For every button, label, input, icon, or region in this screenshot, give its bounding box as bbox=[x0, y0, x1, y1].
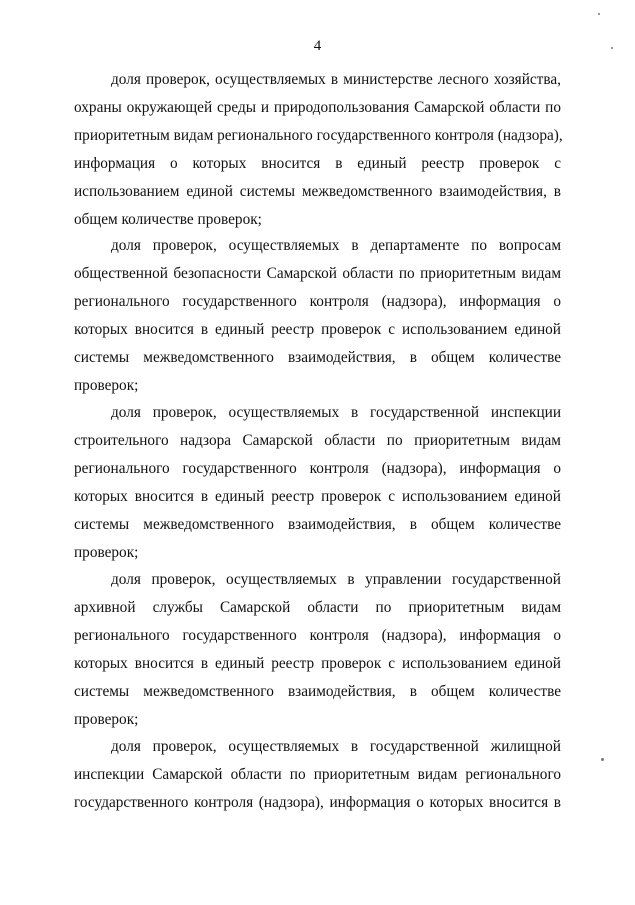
paragraph-line: доля проверок, осуществляемых в департаменте по вопросам bbox=[111, 237, 561, 254]
paragraph-line: доля проверок, осуществляемых в министерстве лесного хозяйства, bbox=[111, 71, 561, 88]
paragraph-line: доля проверок, осуществляемых в государственной инспекции bbox=[111, 404, 561, 421]
paragraph-line: которых вносится в единый реестр проверок с использованием единой bbox=[74, 654, 561, 672]
paragraph-line: которых вносится в единый реестр проверок с использованием единой bbox=[74, 487, 561, 505]
paragraph-line: инспекции Самарской области по приоритетным видам регионального bbox=[74, 765, 561, 783]
paragraph-line: регионального государственного контроля (надзора), информация о bbox=[74, 459, 561, 477]
paragraph-line: проверок; bbox=[74, 376, 139, 394]
paragraph-line: проверок; bbox=[74, 543, 139, 561]
paragraph-line: доля проверок, осуществляемых в государственной жилищной bbox=[111, 738, 561, 755]
paragraph-line: архивной службы Самарской области по приоритетным видам bbox=[74, 598, 561, 616]
page-number: 4 bbox=[313, 38, 322, 54]
paragraph-line: системы межведомственного взаимодействия, в общем количестве bbox=[74, 348, 561, 366]
paragraph-line: государственного контроля (надзора), информация о которых вносится в bbox=[74, 793, 561, 811]
paragraph-construction-inspection bbox=[74, 399, 561, 566]
paragraph-line: регионального государственного контроля (надзора), информация о bbox=[74, 292, 561, 310]
paragraph-line: общем количестве проверок; bbox=[74, 210, 262, 228]
paragraph-public-safety-department bbox=[74, 232, 561, 399]
paragraph-line: доля проверок, осуществляемых в управлении государственной bbox=[111, 571, 561, 588]
paragraph-line: приоритетным видам регионального государственного контроля (надзора), bbox=[74, 126, 563, 144]
paragraph-line: системы межведомственного взаимодействия, в общем количестве bbox=[74, 682, 561, 700]
paragraph-line: системы межведомственного взаимодействия, в общем количестве bbox=[74, 515, 561, 533]
scan-speck bbox=[611, 47, 613, 49]
paragraph-line: строительного надзора Самарской области по приоритетным видам bbox=[74, 431, 561, 449]
paragraph-line: охраны окружающей среды и природопользования Самарской области по bbox=[74, 98, 561, 116]
scan-speck bbox=[601, 758, 604, 761]
paragraph-line: использованием единой системы межведомственного взаимодействия, в bbox=[74, 182, 561, 200]
paragraph-line: регионального государственного контроля (надзора), информация о bbox=[74, 626, 561, 644]
paragraph-forestry-ministry bbox=[74, 66, 561, 233]
paragraph-line: информация о которых вносится в единый реестр проверок с bbox=[74, 154, 561, 172]
paragraph-line: которых вносится в единый реестр проверок с использованием единой bbox=[74, 320, 561, 338]
paragraph-line: общественной безопасности Самарской области по приоритетным видам bbox=[74, 264, 561, 282]
paragraph-archive-service bbox=[74, 566, 561, 733]
paragraph-housing-inspection bbox=[74, 733, 561, 817]
paragraph-line: проверок; bbox=[74, 710, 139, 728]
scan-speck bbox=[598, 13, 600, 15]
